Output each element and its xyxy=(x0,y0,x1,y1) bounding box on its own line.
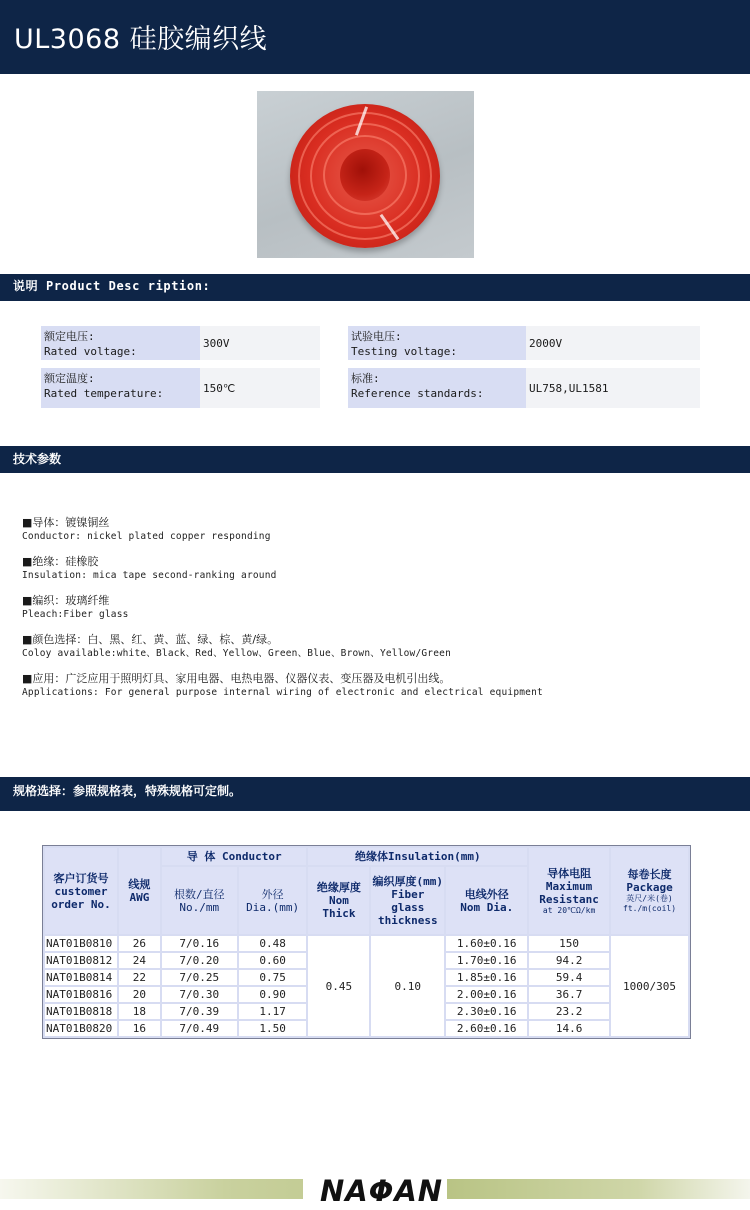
header-package-cn: 每卷长度 xyxy=(627,868,672,881)
header-insulation: 绝缘体Insulation(mm) xyxy=(308,848,527,865)
header-resistance-en: Maximum Resistanc xyxy=(539,879,599,906)
testing-voltage-label-en: Testing voltage: xyxy=(351,345,457,358)
cell-od: 1.17 xyxy=(239,1004,307,1019)
reference-standards-label-en: Reference standards: xyxy=(351,387,484,400)
rated-temperature-value: 150℃ xyxy=(200,368,320,408)
section-header-technical: 技术参数 xyxy=(0,446,750,473)
page-title: UL3068 硅胶编织线 xyxy=(14,24,268,55)
cell-braid: 0.10 xyxy=(371,936,444,1036)
header-strands xyxy=(162,867,237,934)
header-nom-thick-en: Nom Thick xyxy=(322,894,356,920)
section-header-specification: 规格选择：参照规格表，特殊规格可定制。 xyxy=(0,777,750,811)
rated-voltage-value: 300V xyxy=(200,326,320,360)
header-nom-thick xyxy=(308,867,369,934)
cell-resistance: 94.2 xyxy=(529,953,609,968)
list-item xyxy=(22,515,722,543)
header-braid-en: Fiber glass thickness xyxy=(377,887,438,927)
cell-order: NAT01B0818 xyxy=(45,1004,117,1019)
cell-strands: 7/0.20 xyxy=(162,953,237,968)
header-braid-cn: 编织厚度(mm) xyxy=(372,874,444,888)
cell-od: 1.50 xyxy=(239,1021,307,1036)
coil-center xyxy=(340,149,390,201)
header-strands-en: No./mm xyxy=(179,900,220,914)
param-en: Pleach:Fiber glass xyxy=(22,609,129,620)
header-awg xyxy=(119,848,160,934)
cell-wire-od: 2.00±0.16 xyxy=(446,987,527,1002)
reference-standards-label xyxy=(348,368,526,408)
cell-wire-od: 1.70±0.16 xyxy=(446,953,527,968)
header-package xyxy=(611,848,688,934)
cell-awg: 24 xyxy=(119,953,160,968)
cell-resistance: 36.7 xyxy=(529,987,609,1002)
header-order-cn: 客户订货号 xyxy=(53,871,109,885)
brand-logo: NAΦAN xyxy=(320,1174,444,1208)
cell-awg: 20 xyxy=(119,987,160,1002)
list-item xyxy=(22,632,722,660)
header-resistance-cn: 导体电阻 xyxy=(547,866,592,880)
cell-order: NAT01B0814 xyxy=(45,970,117,985)
param-cn: ■应用：广泛应用于照明灯具、家用电器、电热电器、仪器仪表、变压器及电机引出线。 xyxy=(22,672,451,685)
cell-awg: 18 xyxy=(119,1004,160,1019)
param-cn: ■导体：镀镍铜丝 xyxy=(22,516,110,529)
header-package-unit-cn: 英尺/米(卷) xyxy=(626,894,673,903)
list-item xyxy=(22,593,722,621)
rated-voltage-label-en: Rated voltage: xyxy=(44,345,137,358)
cell-od: 0.48 xyxy=(239,936,307,951)
header-resistance xyxy=(529,848,609,934)
cell-nom-thick: 0.45 xyxy=(308,936,369,1036)
header-awg-en: AWG xyxy=(129,891,150,904)
header-order-en: customer order No. xyxy=(51,884,111,911)
header-od-cn: 外径 xyxy=(261,887,284,901)
spec-table xyxy=(42,845,691,1039)
header-package-en: Package xyxy=(626,881,673,894)
header-resistance-unit: at 20℃Ω/km xyxy=(542,905,596,915)
header-wire-od-cn: 电线外径 xyxy=(464,887,509,901)
param-en: Insulation: mica tape second-ranking around xyxy=(22,570,277,581)
cell-strands: 7/0.16 xyxy=(162,936,237,951)
cell-order: NAT01B0812 xyxy=(45,953,117,968)
page-header xyxy=(0,0,750,74)
table-row xyxy=(45,936,688,951)
cell-wire-od: 1.60±0.16 xyxy=(446,936,527,951)
param-en: Coloy available:white、Black、Red、Yellow、Green、Blue、Brown、Yellow/Green xyxy=(22,648,451,659)
list-item xyxy=(22,554,722,582)
param-cn: ■颜色选择：白、黑、红、黄、蓝、绿、棕、黄/绿。 xyxy=(22,633,279,646)
cell-order: NAT01B0816 xyxy=(45,987,117,1002)
cell-strands: 7/0.30 xyxy=(162,987,237,1002)
cell-package: 1000/305 xyxy=(611,936,688,1036)
header-nom-thick-cn: 绝缘厚度 xyxy=(316,881,361,894)
param-en: Applications: For general purpose internal wiring of electronic and electrical equipment xyxy=(22,687,543,698)
list-item xyxy=(22,671,722,699)
header-od-en: Dia.(mm) xyxy=(246,900,300,914)
header-order xyxy=(45,848,117,934)
cell-od: 0.90 xyxy=(239,987,307,1002)
testing-voltage-label-cn: 试验电压: xyxy=(351,330,402,343)
header-od xyxy=(239,867,307,934)
rated-temperature-label-en: Rated temperature: xyxy=(44,387,164,400)
cell-awg: 26 xyxy=(119,936,160,951)
param-cn: ■绝缘：硅橡胶 xyxy=(22,555,99,568)
section-header-description: 说明 Product Desc ription: xyxy=(0,274,750,301)
header-wire-od-en: Nom Dia. xyxy=(460,900,514,914)
product-photo xyxy=(257,91,474,258)
header-wire-od xyxy=(446,867,527,934)
rated-voltage-label xyxy=(41,326,200,360)
reference-standards-value: UL758,UL1581 xyxy=(526,368,700,408)
cell-wire-od: 2.30±0.16 xyxy=(446,1004,527,1019)
cell-strands: 7/0.25 xyxy=(162,970,237,985)
cell-od: 0.75 xyxy=(239,970,307,985)
cell-resistance: 23.2 xyxy=(529,1004,609,1019)
technical-params-list xyxy=(22,515,722,710)
header-braid xyxy=(371,867,444,934)
cell-wire-od: 1.85±0.16 xyxy=(446,970,527,985)
cell-resistance: 150 xyxy=(529,936,609,951)
cell-resistance: 59.4 xyxy=(529,970,609,985)
cell-od: 0.60 xyxy=(239,953,307,968)
header-strands-cn: 根数/直径 xyxy=(173,887,225,901)
rated-temperature-label-cn: 额定温度: xyxy=(44,372,95,385)
rated-temperature-label xyxy=(41,368,200,408)
header-conductor: 导 体 Conductor xyxy=(162,848,307,865)
param-en: Conductor: nickel plated copper responding xyxy=(22,531,271,542)
cell-strands: 7/0.49 xyxy=(162,1021,237,1036)
footer xyxy=(0,1168,750,1210)
cell-strands: 7/0.39 xyxy=(162,1004,237,1019)
cell-order: NAT01B0820 xyxy=(45,1021,117,1036)
rated-voltage-label-cn: 额定电压: xyxy=(44,330,95,343)
cell-wire-od: 2.60±0.16 xyxy=(446,1021,527,1036)
cell-resistance: 14.6 xyxy=(529,1021,609,1036)
testing-voltage-value: 2000V xyxy=(526,326,700,360)
param-cn: ■编织：玻璃纤维 xyxy=(22,594,110,607)
header-awg-cn: 线规 xyxy=(128,878,151,891)
reference-standards-label-cn: 标准: xyxy=(351,372,380,385)
cell-awg: 22 xyxy=(119,970,160,985)
red-wire-coil-icon xyxy=(290,104,440,248)
header-package-unit-en: ft./m(coil) xyxy=(623,904,677,913)
testing-voltage-label xyxy=(348,326,526,360)
cell-awg: 16 xyxy=(119,1021,160,1036)
cell-order: NAT01B0810 xyxy=(45,936,117,951)
